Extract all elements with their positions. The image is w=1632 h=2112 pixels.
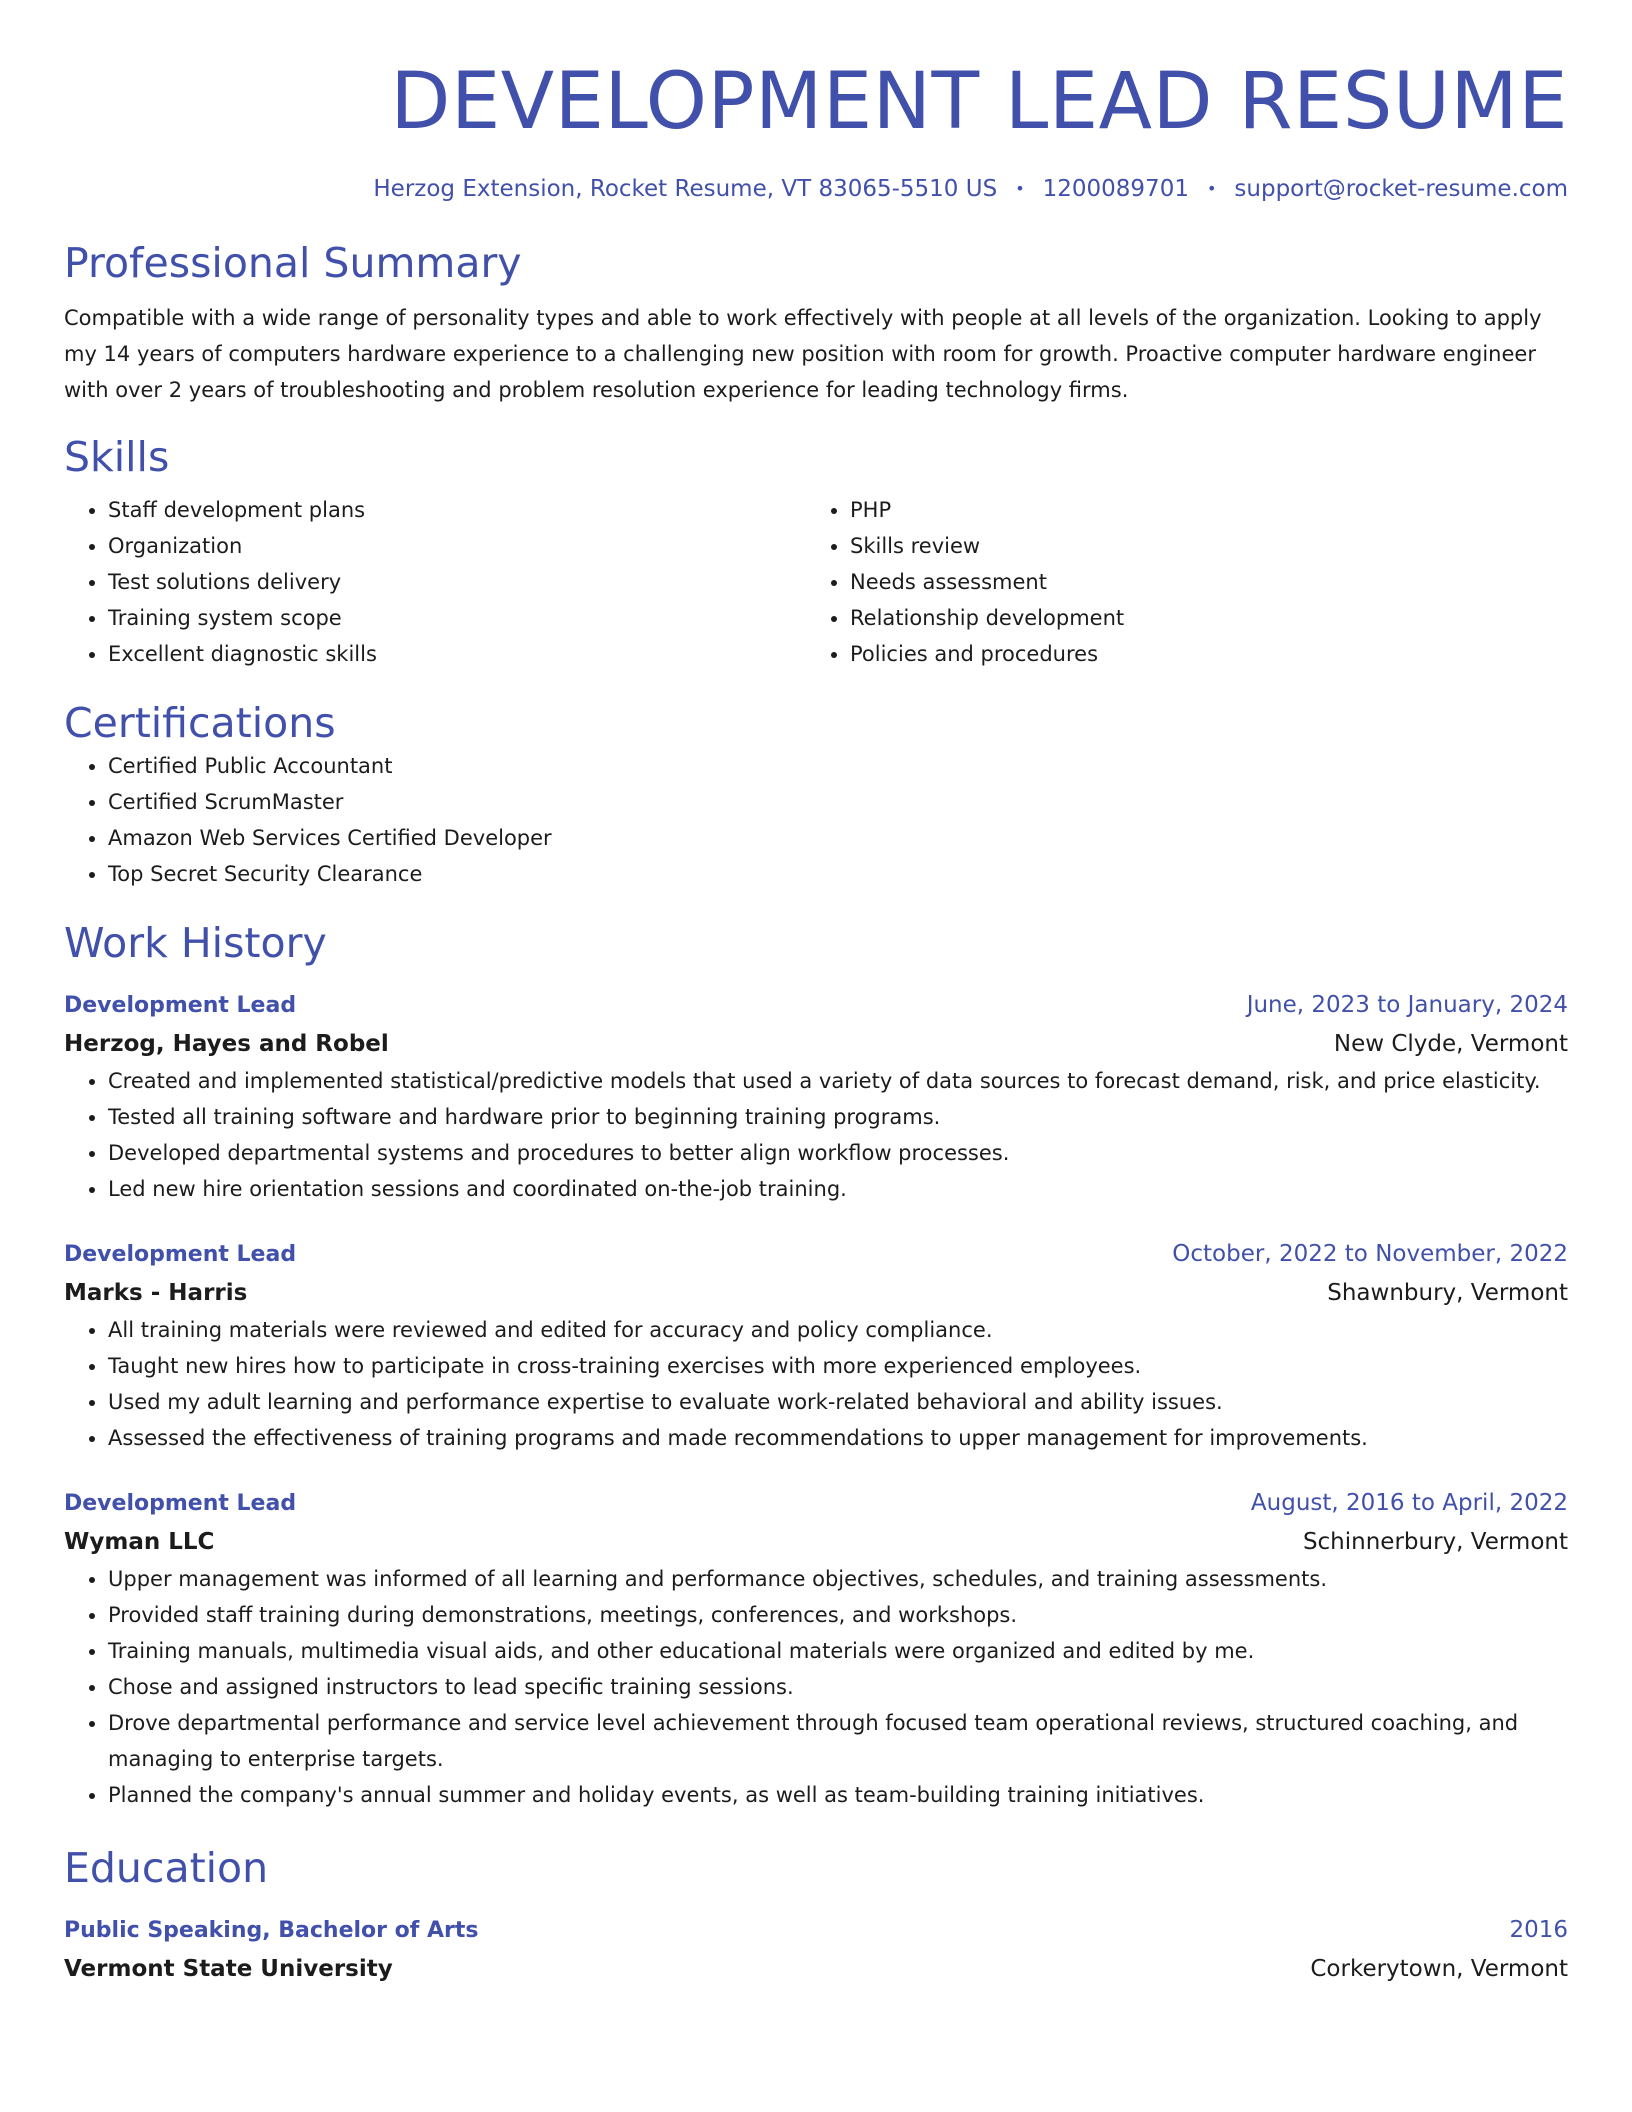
job-company-row [64, 1274, 1568, 1312]
education-year: 2016 [1509, 1917, 1568, 1943]
certification-item: • Top Secret Security Clearance [108, 856, 1568, 892]
education-entry [64, 1911, 1568, 1988]
education-school-row [64, 1950, 1568, 1988]
summary-text: Compatible with a wide range of personality types and able to work effectively with people at all levels of the organization. Looking to apply my 14 years of computers hardware experience to a challenging new position with room for growth. Proactive computer hardware engineer with over 2 years of troubleshooting and problem resolution experience for leading technology firms. [64, 306, 1542, 402]
contact-email[interactable]: support@rocket-resume.com [1234, 176, 1568, 202]
job-bullet: • Tested all training software and hardware prior to beginning training programs. [108, 1099, 1568, 1135]
resume-title: DEVELOPMENT LEAD RESUME [390, 57, 1568, 147]
skills-column-right [806, 492, 1548, 672]
job-company: Wyman LLC [64, 1529, 215, 1555]
job-location: Schinnerbury, Vermont [1302, 1529, 1568, 1555]
job-header-row [64, 986, 1568, 1025]
job-role: Development Lead [64, 993, 297, 1018]
skill-item: • Relationship development [850, 600, 1548, 636]
certifications-list [64, 748, 1568, 892]
certifications-heading: Certifications [64, 699, 336, 747]
job-bullet: • All training materials were reviewed and edited for accuracy and policy compliance. [108, 1312, 1568, 1348]
job-header-row [64, 1235, 1568, 1274]
education-location: Corkerytown, Vermont [1310, 1956, 1568, 1982]
skill-item: • Skills review [850, 528, 1548, 564]
job-bullet: • Planned the company's annual summer and holiday events, as well as team-building training initiatives. [108, 1777, 1568, 1813]
skills-heading: Skills [64, 433, 170, 481]
job-dates: October, 2022 to November, 2022 [1172, 1241, 1568, 1267]
job-entry [64, 986, 1568, 1207]
job-entry [64, 1235, 1568, 1456]
education-header-row [64, 1911, 1568, 1950]
job-bullet: • Training manuals, multimedia visual aids, and other educational materials were organized and edited by me. [108, 1633, 1568, 1669]
job-bullet: • Upper management was informed of all learning and performance objectives, schedules, and training assessments. [108, 1561, 1568, 1597]
contact-line [64, 174, 1568, 204]
skills-list-left [64, 492, 806, 672]
job-bullet: • Created and implemented statistical/predictive models that used a variety of data sources to forecast demand, risk, and price elasticity. [108, 1063, 1568, 1099]
job-bullet: • Led new hire orientation sessions and coordinated on-the-job training. [108, 1171, 1568, 1207]
skill-item: • PHP [850, 492, 1548, 528]
job-bullets [64, 1561, 1568, 1813]
skill-item: • Test solutions delivery [108, 564, 806, 600]
summary-heading: Professional Summary [64, 239, 522, 287]
job-bullet: • Drove departmental performance and service level achievement through focused team operational reviews, structured coaching, and managing to enterprise targets. [108, 1705, 1568, 1777]
job-bullets [64, 1312, 1568, 1456]
skills-column-left [64, 492, 806, 672]
skill-item: • Staff development plans [108, 492, 806, 528]
job-bullet: • Provided staff training during demonstrations, meetings, conferences, and workshops. [108, 1597, 1568, 1633]
education-school: Vermont State University [64, 1956, 393, 1982]
certification-item: • Certified Public Accountant [108, 748, 1568, 784]
job-bullet: • Developed departmental systems and procedures to better align workflow processes. [108, 1135, 1568, 1171]
job-company-row [64, 1523, 1568, 1561]
skill-item: • Policies and procedures [850, 636, 1548, 672]
job-company: Marks - Harris [64, 1280, 248, 1306]
job-entry [64, 1484, 1568, 1813]
job-dates: August, 2016 to April, 2022 [1250, 1490, 1568, 1516]
job-location: New Clyde, Vermont [1333, 1031, 1568, 1057]
education-degree: Public Speaking, Bachelor of Arts [64, 1918, 479, 1943]
contact-address: Herzog Extension, Rocket Resume, VT 83065-5510 US [373, 176, 998, 202]
skill-item: • Training system scope [108, 600, 806, 636]
skill-item: • Organization [108, 528, 806, 564]
job-bullet: • Used my adult learning and performance expertise to evaluate work-related behavioral and ability issues. [108, 1384, 1568, 1420]
contact-separator: • [1206, 179, 1217, 198]
job-bullets [64, 1063, 1568, 1207]
contact-phone: 1200089701 [1042, 176, 1189, 202]
job-bullet: • Assessed the effectiveness of training programs and made recommendations to upper management for improvements. [108, 1420, 1568, 1456]
job-role: Development Lead [64, 1242, 297, 1267]
job-header-row [64, 1484, 1568, 1523]
job-company: Herzog, Hayes and Robel [64, 1031, 389, 1057]
job-dates: June, 2023 to January, 2024 [1246, 992, 1568, 1018]
job-role: Development Lead [64, 1491, 297, 1516]
certification-item: • Certified ScrumMaster [108, 784, 1568, 820]
certification-item: • Amazon Web Services Certified Developer [108, 820, 1568, 856]
skill-item: • Excellent diagnostic skills [108, 636, 806, 672]
skills-list-right [806, 492, 1548, 672]
work-history-heading: Work History [64, 919, 327, 967]
skill-item: • Needs assessment [850, 564, 1548, 600]
job-company-row [64, 1025, 1568, 1063]
job-bullet: • Chose and assigned instructors to lead specific training sessions. [108, 1669, 1568, 1705]
job-bullet: • Taught new hires how to participate in cross-training exercises with more experienced employees. [108, 1348, 1568, 1384]
resume-page [64, 0, 1568, 1988]
contact-separator: • [1015, 179, 1025, 198]
job-location: Shawnbury, Vermont [1327, 1280, 1568, 1306]
skills-grid [64, 492, 1568, 672]
education-heading: Education [64, 1844, 269, 1892]
